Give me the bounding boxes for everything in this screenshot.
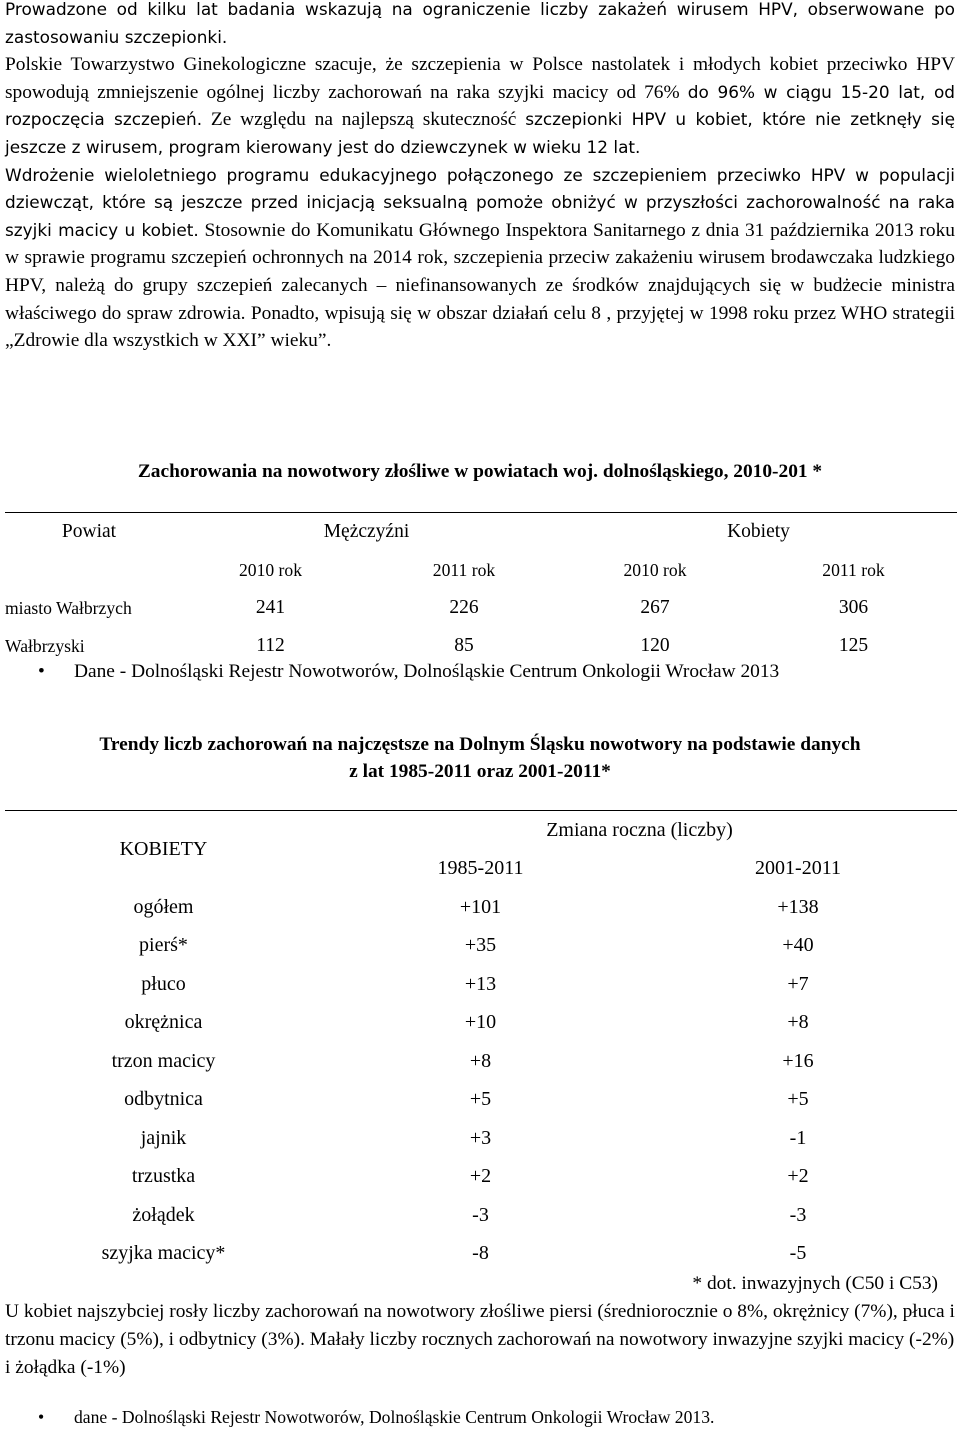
header-women: Kobiety — [560, 513, 957, 552]
table2-title-line2: z lat 1985-2011 oraz 2001-2011* — [349, 761, 611, 782]
table-cell: 125 — [838, 635, 869, 656]
table-row — [5, 1004, 957, 1043]
header-annual-change: Zmiana roczna (liczby) — [322, 811, 957, 850]
table1-header-row — [5, 513, 957, 552]
table2-body — [5, 888, 957, 1273]
table2-header-row — [5, 811, 957, 850]
table2-title — [0, 731, 960, 785]
table-cell: 306 — [838, 597, 869, 618]
row-label: jajnik — [140, 1126, 187, 1149]
trends-table — [5, 810, 957, 1273]
row-label: trzon macicy — [111, 1049, 216, 1072]
intro-sentence-1: Prowadzone od kilku lat badania wskazują na ograniczenie liczby zakażeń wirusem HPV, obserwowane po zastosowaniu szczepionki. — [5, 0, 955, 47]
intro-paragraph — [5, 0, 955, 355]
header-year: 2011 rok — [822, 559, 885, 580]
table-cell: +35 — [464, 934, 497, 957]
intro-sentence-2c: Ze względu na najlepszą skuteczność — [202, 109, 526, 131]
table-cell: -3 — [789, 1203, 807, 1226]
row-label: odbytnica — [124, 1088, 203, 1111]
table2-title-line1: Trendy liczb zachorowań na najczęstsze na Dolnym Śląsku nowotwory na podstawie danych — [99, 734, 861, 755]
table-cell: +101 — [459, 895, 502, 918]
table-cell: +2 — [469, 1165, 492, 1188]
table1-title: Zachorowania na nowotwory złośliwe w powiatach woj. dolnośląskiego, 2010-201 * — [137, 461, 823, 482]
row-label: ogółem — [133, 895, 194, 918]
table-row — [5, 1235, 957, 1274]
table-cell: +138 — [777, 895, 819, 918]
row-label: szyjka macicy* — [101, 1242, 226, 1265]
header-kobiety: KOBIETY — [5, 811, 322, 889]
row-label: pierś* — [139, 934, 188, 957]
table-cell: -3 — [472, 1203, 489, 1226]
table-cell: +16 — [782, 1049, 814, 1072]
intro-sentence-2b: do 96% w ciągu 15-20 lat, od rozpoczęcia szczepień. — [5, 81, 956, 130]
intro-sentence-2d: szczepionki HPV u kobiet, które nie zetknęły się jeszcze z wirusem, program kierowany jest do dziewczynek w wieku 12 lat. — [5, 109, 955, 157]
table-cell: 226 — [449, 597, 479, 618]
table-cell: 85 — [454, 635, 474, 656]
table1-years-row — [5, 551, 957, 589]
bullet-icon: • — [38, 661, 45, 682]
table-cell: -5 — [789, 1242, 807, 1265]
table-cell: +5 — [787, 1088, 809, 1111]
row-label: żołądek — [132, 1203, 195, 1226]
table-cell: +7 — [787, 972, 809, 995]
table2-source-text: dane - Dolnośląski Rejestr Nowotworów, Dolnośląskie Centrum Onkologii Wrocław 2013. — [74, 1407, 715, 1427]
table-cell: 112 — [256, 635, 285, 656]
row-label: okrężnica — [124, 1011, 203, 1034]
table-cell: +10 — [464, 1011, 497, 1034]
row-label: miasto Wałbrzych — [5, 597, 132, 618]
table1-source-text: Dane - Dolnośląski Rejestr Nowotworów, Dolnośląskie Centrum Onkologii Wrocław 2013 — [74, 661, 780, 682]
header-men: Mężczyźni — [173, 513, 560, 552]
table-cell: 120 — [640, 635, 670, 656]
table2-footnote: * dot. inwazyjnych (C50 i C53) — [692, 1273, 938, 1294]
header-empty — [5, 551, 173, 589]
row-label: trzustka — [131, 1165, 196, 1188]
table-cell: +40 — [782, 934, 814, 957]
header-year: 2010 rok — [238, 559, 303, 580]
header-period: 1985-2011 — [437, 857, 524, 880]
table-row — [5, 1042, 957, 1081]
intro-sentence-2a: Polskie Towarzystwo Ginekologiczne szacuje, że szczepienia w Polsce nastolatek i młodych kobiet przeciwko HPV spowodują zmniejszenie ogólnej liczby zachorowań na raka szyjki macicy od 76% — [5, 54, 955, 103]
table-cell: -1 — [789, 1126, 807, 1149]
table-row — [5, 627, 957, 665]
table-cell: +13 — [464, 972, 497, 995]
table-cell: 267 — [640, 597, 670, 618]
bullet-icon: • — [38, 1407, 45, 1427]
table-row — [5, 589, 957, 627]
table1-source — [38, 661, 779, 683]
district-cases-table — [5, 512, 957, 665]
table2-source — [38, 1407, 714, 1428]
intro-sentence-3b: Stosownie do Komunikatu Głównego Inspektora Sanitarnego z dnia 31 października 2013 roku w sprawie programu szczepień ochronnych na 2014 rok, szczepienia przeciw zakażeniu wirusem brodawczaka ludzkiego HPV, należą do grupy szczepień zalecanych – niefinansowanych ze środków znajdujących się w budżecie ministra właściwego do spraw zdrowia. Ponadto, wpisują się w obszar działań celu 8 , przyjętej w 1998 roku przez WHO strategii „Zdrowie dla wszystkich w XXI” wieku”. — [5, 219, 955, 352]
table-row — [5, 1081, 957, 1120]
header-powiat: Powiat — [5, 513, 173, 552]
table-cell: +8 — [787, 1011, 809, 1034]
table-row — [5, 1119, 957, 1158]
table-row — [5, 1158, 957, 1197]
intro-sentence-3a: Wdrożenie wieloletniego programu edukacyjnego połączonego ze szczepieniem przeciwko HPV w populacji dziewcząt, które są jeszcze przed inicjacją seksualną pomoże obniżyć w przyszłości zachorowalność na raka szyjki macicy u kobiet. — [5, 164, 955, 240]
table-row — [5, 1196, 957, 1235]
table-cell: +8 — [469, 1049, 492, 1072]
table-cell: +5 — [469, 1088, 492, 1111]
table-row — [5, 965, 957, 1004]
header-year: 2011 rok — [432, 559, 496, 580]
header-year: 2010 rok — [623, 559, 687, 580]
table-row — [5, 927, 957, 966]
table-cell: -8 — [472, 1242, 489, 1265]
row-label: płuco — [141, 972, 186, 995]
table-cell: 241 — [255, 597, 286, 618]
header-period: 2001-2011 — [755, 857, 841, 880]
row-label: Wałbrzyski — [5, 635, 85, 656]
table-cell: +3 — [469, 1126, 492, 1149]
table-row — [5, 888, 957, 927]
summary-paragraph: U kobiet najszybciej rosły liczby zachorowań na nowotwory złośliwe piersi (średniorocznie o 8%, okrężnicy (7%), płuca i trzonu macicy (5%), i odbytnicy (3%). Małały liczby rocznych zachorowań na nowotwory inwazyjne szyjki macicy (-2%) i żołądka (-1%) — [5, 1301, 955, 1378]
table-cell: +2 — [787, 1165, 809, 1188]
